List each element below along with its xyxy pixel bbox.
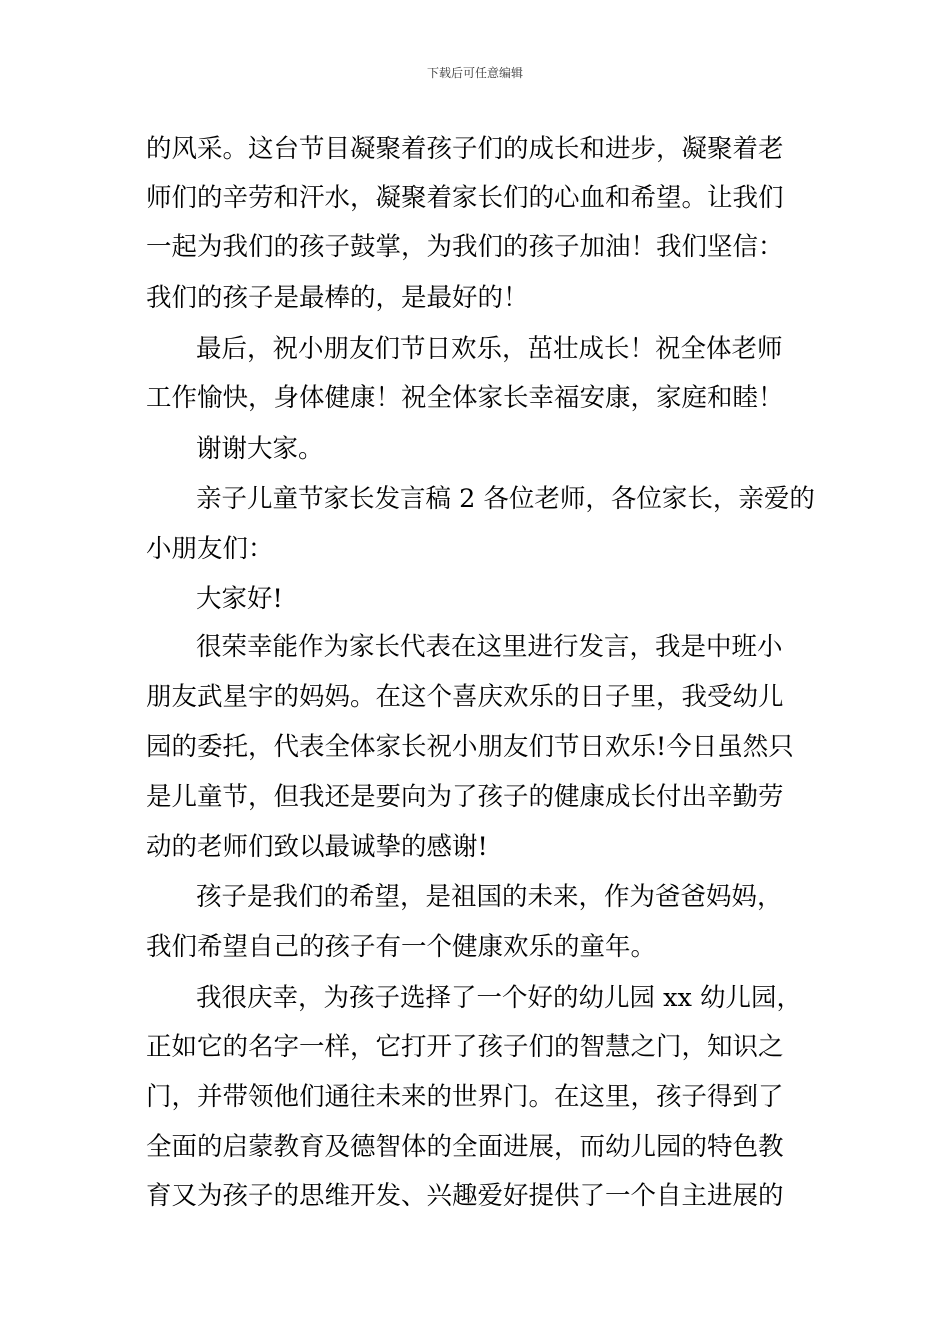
text-line: 朋友武星宇的妈妈。在这个喜庆欢乐的日子里，我受幼儿 [146, 682, 784, 712]
text-line: 工作愉快，身体健康！祝全体家长幸福安康，家庭和睦！ [146, 383, 784, 413]
text-line: 我很庆幸，为孩子选择了一个好的幼儿园 xx 幼儿园， [196, 983, 802, 1013]
text-line: 育又为孩子的思维开发、兴趣爱好提供了一个自主进展的 [146, 1181, 784, 1211]
text-line: 我们希望自己的孩子有一个健康欢乐的童年。 [146, 932, 657, 962]
text-line: 谢谢大家。 [196, 434, 324, 464]
text-line: 动的老师们致以最诚挚的感谢! [146, 832, 488, 862]
text-line: 我们的孩子是最棒的，是最好的！ [146, 283, 529, 313]
text-line: 全面的启蒙教育及德智体的全面进展，而幼儿园的特色教 [146, 1132, 784, 1162]
text-line: 小朋友们： [146, 534, 274, 564]
text-line: 亲子儿童节家长发言稿 2 各位老师，各位家长，亲爱的 [196, 484, 815, 514]
text-line: 的风采。这台节目凝聚着孩子们的成长和进步，凝聚着老 [146, 134, 784, 164]
text-line: 大家好! [196, 584, 283, 614]
text-line: 正如它的名字一样，它打开了孩子们的智慧之门，知识之 [146, 1032, 784, 1062]
text-line: 孩子是我们的希望，是祖国的未来，作为爸爸妈妈， [196, 882, 783, 912]
text-line: 是儿童节，但我还是要向为了孩子的健康成长付出辛勤劳 [146, 782, 784, 812]
text-line: 很荣幸能作为家长代表在这里进行发言，我是中班小 [196, 632, 783, 662]
text-line: 园的委托，代表全体家长祝小朋友们节日欢乐!今日虽然只 [146, 732, 794, 762]
text-line: 门，并带领他们通往未来的世界门。在这里，孩子得到了 [146, 1082, 784, 1112]
text-line: 一起为我们的孩子鼓掌，为我们的孩子加油！我们坚信： [146, 232, 784, 262]
text-line: 最后，祝小朋友们节日欢乐，茁壮成长！祝全体老师 [196, 334, 783, 364]
page-header: 下载后可任意编辑 [426, 66, 523, 80]
text-line: 师们的辛劳和汗水，凝聚着家长们的心血和希望。让我们 [146, 183, 784, 213]
